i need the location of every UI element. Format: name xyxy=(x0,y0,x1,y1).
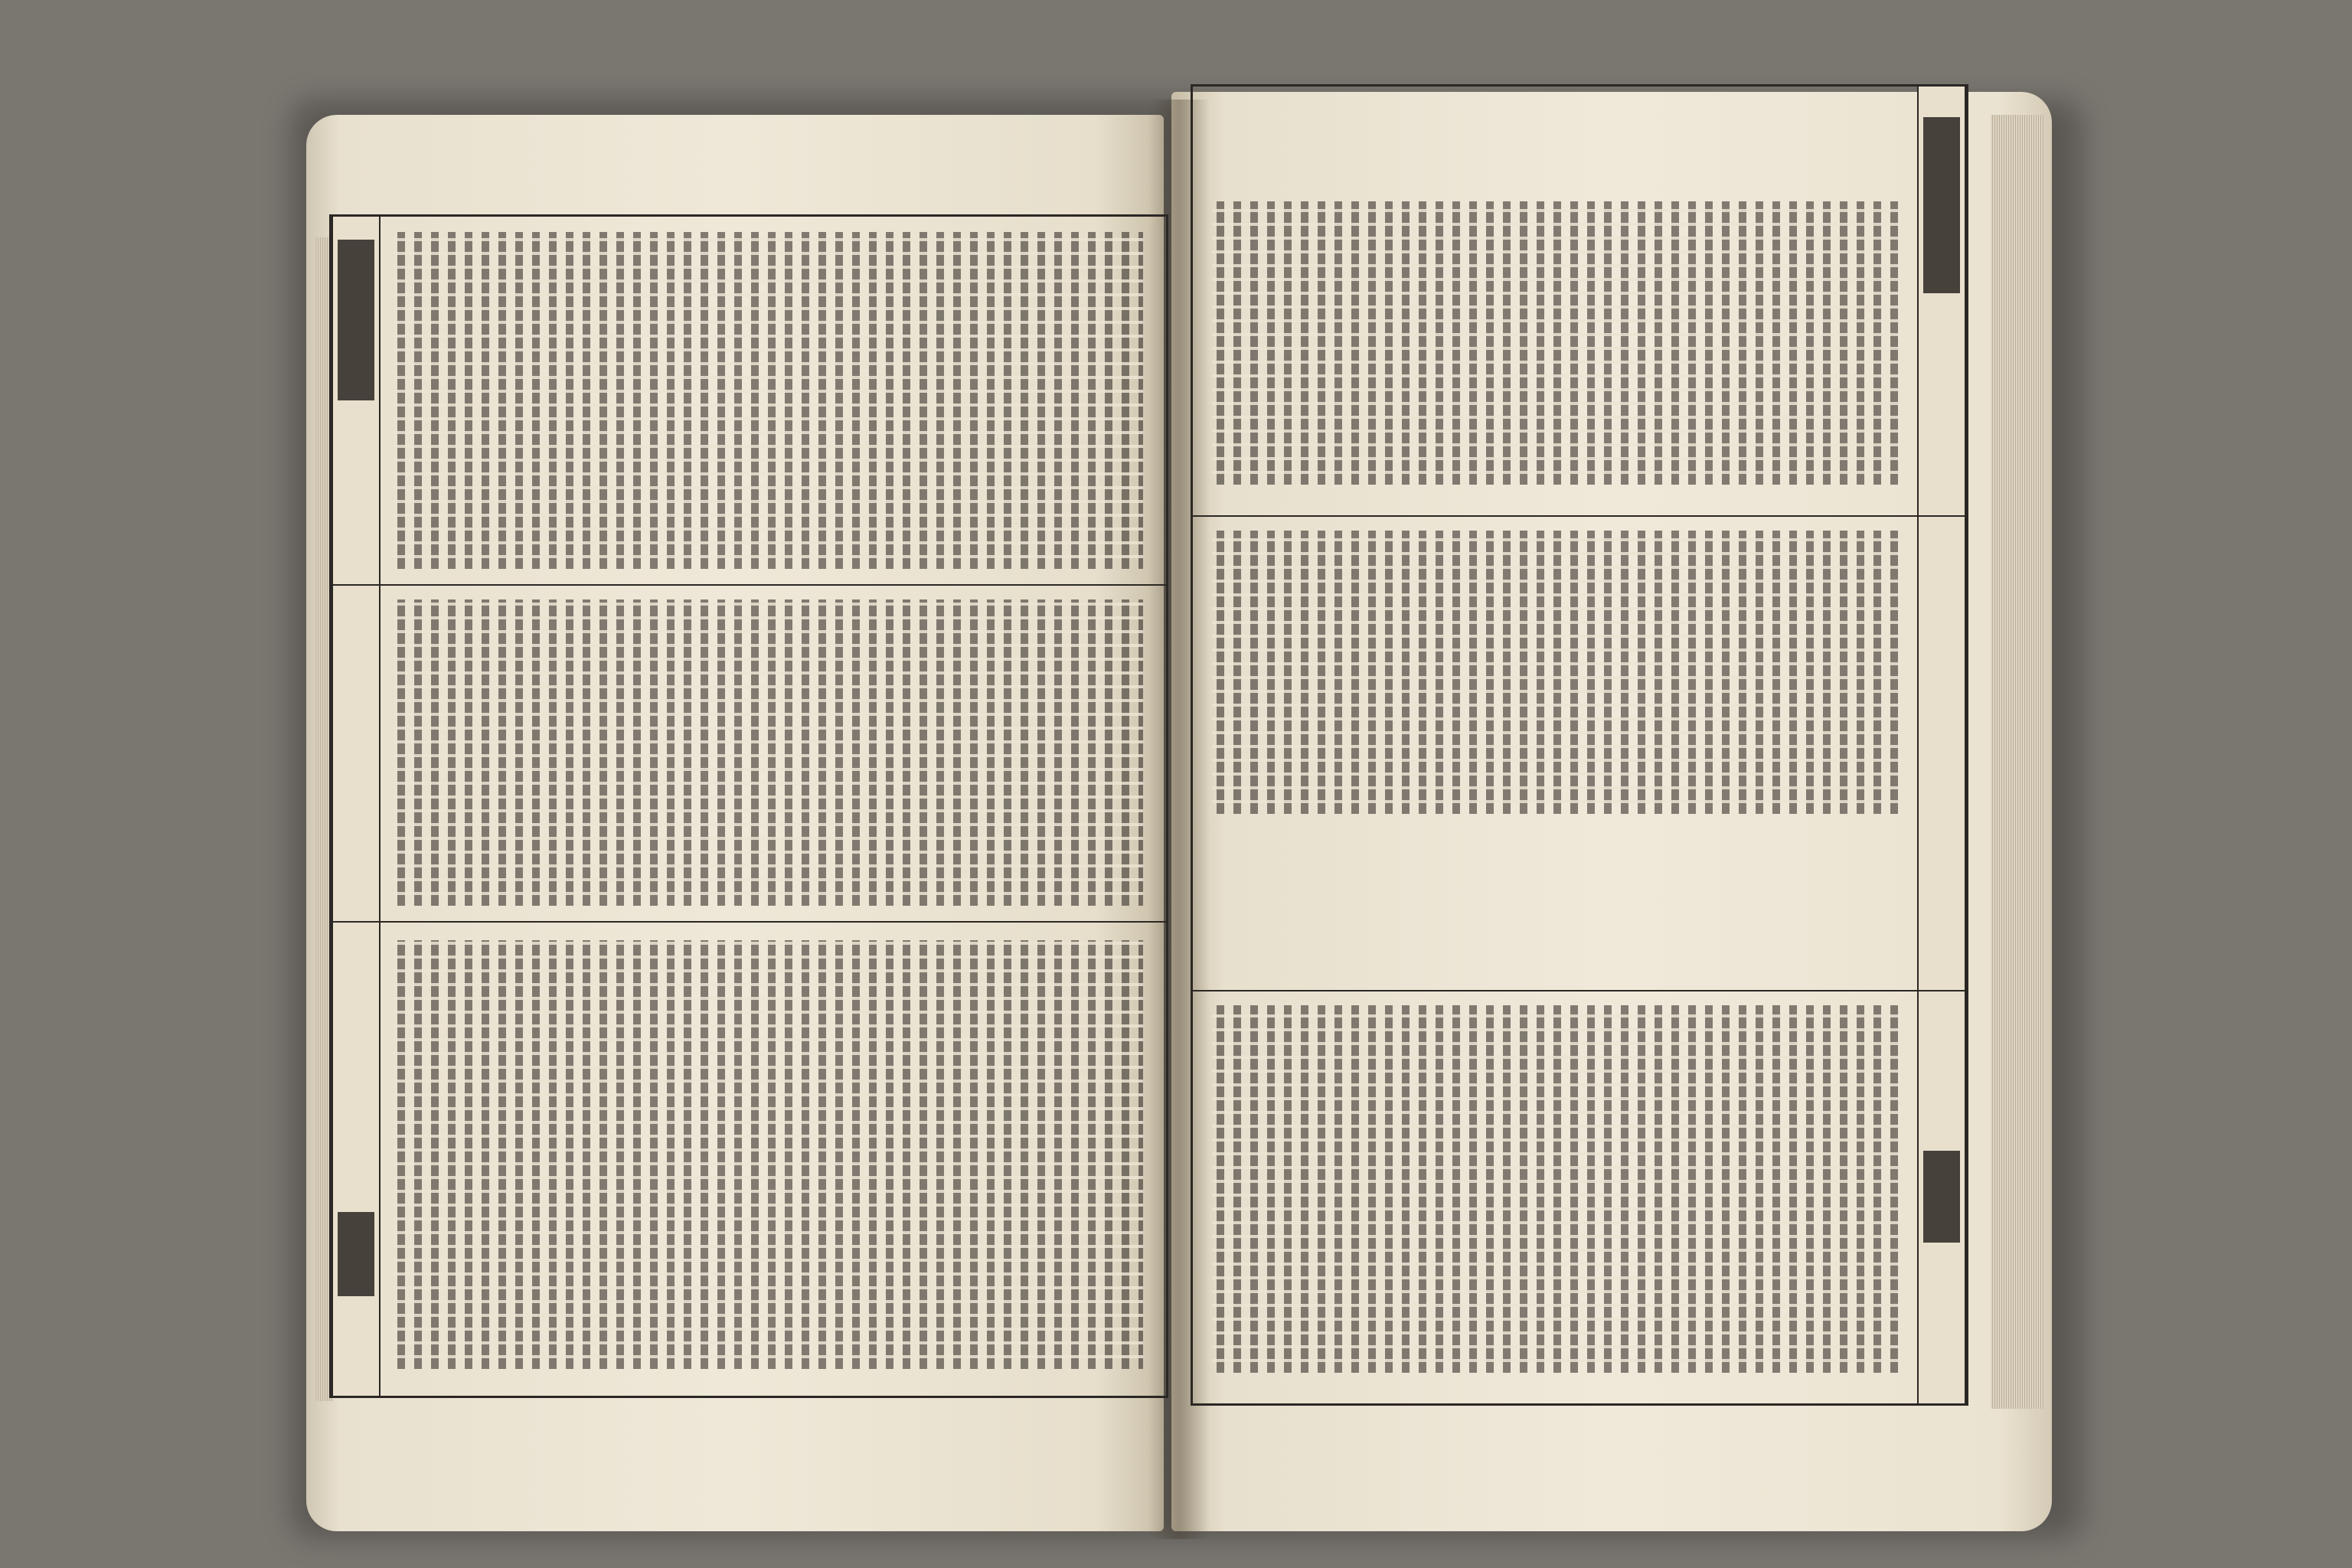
left-text-frame xyxy=(329,214,1168,1398)
right-text-frame xyxy=(1191,84,1968,1406)
left-band-divider-2 xyxy=(332,921,1166,923)
right-band-divider-1 xyxy=(1193,515,1966,517)
right-margin-strip xyxy=(1917,87,1966,1403)
right-folio-block xyxy=(1923,1151,1960,1243)
right-margin-title-block xyxy=(1923,117,1960,293)
right-band-divider-2 xyxy=(1193,990,1966,991)
left-band-divider-1 xyxy=(332,584,1166,586)
right-page-edges xyxy=(1991,115,2044,1409)
right-bottom-band-text xyxy=(1212,1005,1905,1373)
right-top-band-text xyxy=(1212,201,1905,485)
left-top-band-text xyxy=(393,232,1143,569)
right-middle-band-text xyxy=(1212,531,1905,814)
left-folio-block xyxy=(338,1212,374,1296)
left-margin-strip xyxy=(332,217,381,1396)
left-bottom-band-text xyxy=(393,940,1143,1369)
left-margin-title-block xyxy=(338,240,374,400)
left-middle-band-text xyxy=(393,599,1143,906)
